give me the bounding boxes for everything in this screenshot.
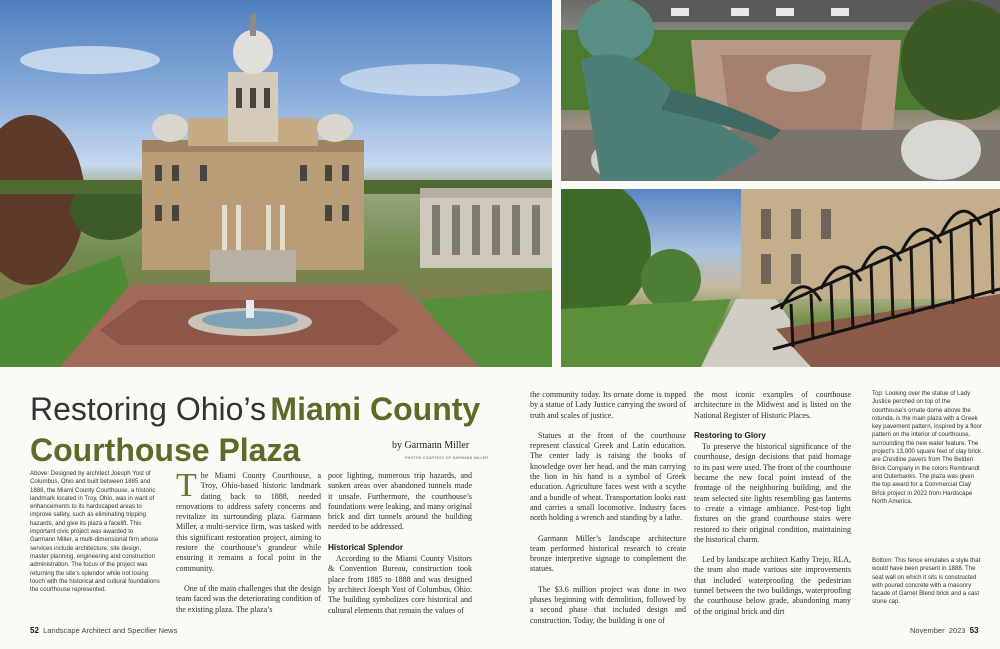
heading-historical-splendor: Historical Splendor bbox=[328, 542, 404, 552]
page-number-right: 53 bbox=[969, 626, 979, 635]
page-number-left: 52 bbox=[30, 626, 39, 635]
heading-restoring-to-glory: Restoring to Glory bbox=[694, 430, 766, 440]
caption-above: Above: Designed by architect Joesph Yost of Columbus, Ohio and built between 1885 and 1888, the Miami County Courthouse, a historic landmark located in Troy, Ohio, was in want of enhancements to its hardscaped areas to improve safety, such as eliminating tripping hazards, and give its plaza a facelift. This important civic project was awarded to Garmann Miller, a multi-dimensional firm whose services include architecture, site design, master planning, engineering and construction administration. The focus of the project was returning the site’s splendor while not losing touch with the historical and cultural foundations the courthouse represented. bbox=[30, 470, 160, 594]
col3-paragraph-3: Garmann Miller’s landscape architecture team performed historical research to create bronze interpretive signage to complement the statues. bbox=[530, 533, 686, 574]
caption-top: Top: Looking over the statue of Lady Justice perched on top of the courthouse’s ornate dome above the rotunda, is the main plaza with a Greek key pavement pattern, inspired by a floor pattern on the interior of courthouse, surrounding the new water feature. The project’s 13,000 square feet of clay brick are Crestline pavers from The Belden Brick Company in the colors Rembrandt and Outerbanks. The plaza was given the top award for a Commercial Clay Brick project in 2022 from Hardscape North America. bbox=[872, 390, 983, 505]
col1-paragraph-2: One of the main challenges that the design team faced was the deteriorating condition of the existing plaza. The plaza’s bbox=[176, 583, 321, 614]
footer-right bbox=[910, 626, 979, 635]
footer-left bbox=[30, 626, 177, 635]
issue-year: 2023 bbox=[948, 626, 966, 635]
col4-paragraph-1: the most iconic examples of courthouse architecture in the Midwest and is listed on the National Register of Historic Places. bbox=[694, 390, 851, 420]
col3-paragraph-1: the community today. Its ornate dome is topped by a statue of Lady Justice carrying the sword of truth and scales of justice. bbox=[530, 390, 686, 420]
article-headline bbox=[30, 392, 505, 474]
headline-bold-text-1: Miami County bbox=[270, 391, 481, 427]
article-column-3 bbox=[530, 390, 686, 636]
col4-paragraph-2: To preserve the historical significance of the courthouse, design decisions that paid homage to its past were used. The front of the courthouse became the new focal point instead of the frontage of the neighboring building, and the team selected site lights resembling gas lanterns to create a vintage ambiance. Post-top light fixtures on the grand courthouse stairs were restored to their original condition, maintaining the historical charm. bbox=[694, 442, 851, 544]
drop-cap: T bbox=[176, 467, 197, 504]
lady-justice-statue-photo bbox=[561, 0, 1000, 181]
article-column-2 bbox=[328, 471, 472, 626]
col3-paragraph-4: The $3.6 million project was done in two phases beginning with demolition, followed by a second phase that included design and construction. Today, the building is one of bbox=[530, 584, 686, 625]
col2-paragraph-2: According to the Miami County Visitors & Convention Bureau, construction took place from 1885 to 1888 and was designed by architect Joesph Yost of Columbus, Ohio. The building symbolizes core historical and cultural elements that remain the values of bbox=[328, 554, 472, 615]
photo-credit: PHOTOS COURTESY OF GARMANN MILLER bbox=[405, 456, 489, 460]
article-column-4 bbox=[694, 390, 851, 627]
col4-paragraph-3: Led by landscape architect Kathy Trejo, RLA, the team also made various site improvements that included waterproofing the pedestrian tunnel between the two buildings, waterproofing the courthouse below grade, abandoning many of the original brick and dirt bbox=[694, 555, 851, 616]
issue-month: November bbox=[910, 626, 945, 635]
col3-paragraph-2: Statues at the front of the courthouse represent classical Greek and Latin education. The center lady is raising the books of knowledge over her head, and the man carrying the lion in his hand is a symbol of Greek education. Agriculture faces west with a scythe and a bundle of wheat. Transportation looks east and carries a small locomotive. Industry faces north holding a wrench and standing by a lathe. bbox=[530, 430, 686, 523]
magazine-name: Landscape Architect and Specifier News bbox=[43, 626, 178, 635]
caption-bottom: Bottom: This fence emulates a style that would have been present in 1888. The seat wall on which it sits is constructed with poured concrete with a masonry facade of Garnet Blend brick and a cast stone cap. bbox=[872, 557, 981, 606]
iron-fence-photo bbox=[561, 189, 1000, 367]
headline-bold-text-2: Courthouse Plaza bbox=[30, 432, 301, 468]
col1-paragraph-1: The Miami County Courthouse, a Troy, Ohio-based historic landmark dating back to 1888, needed renovations to address safety concerns and revitalize its surrounding plaza. Garmann Miller, a multi-service firm, was tasked with this significant restoration project, aiming to restore the courthouse’s grandeur while ensuring it remains a focal point in the community. bbox=[176, 467, 321, 573]
byline: by Garmann Miller bbox=[392, 440, 470, 451]
courthouse-aerial-photo bbox=[0, 0, 552, 367]
headline-light-text: Restoring Ohio’s bbox=[30, 391, 266, 427]
col2-paragraph-1: poor lighting, numerous trip hazards, and sunken areas over abandoned tunnels made it unsafe. Furthermore, the courthouse’s foundations were leaking, and many original brick and dirt tunnels around the building needed to be addressed. bbox=[328, 471, 472, 532]
article-column-1 bbox=[176, 467, 321, 625]
